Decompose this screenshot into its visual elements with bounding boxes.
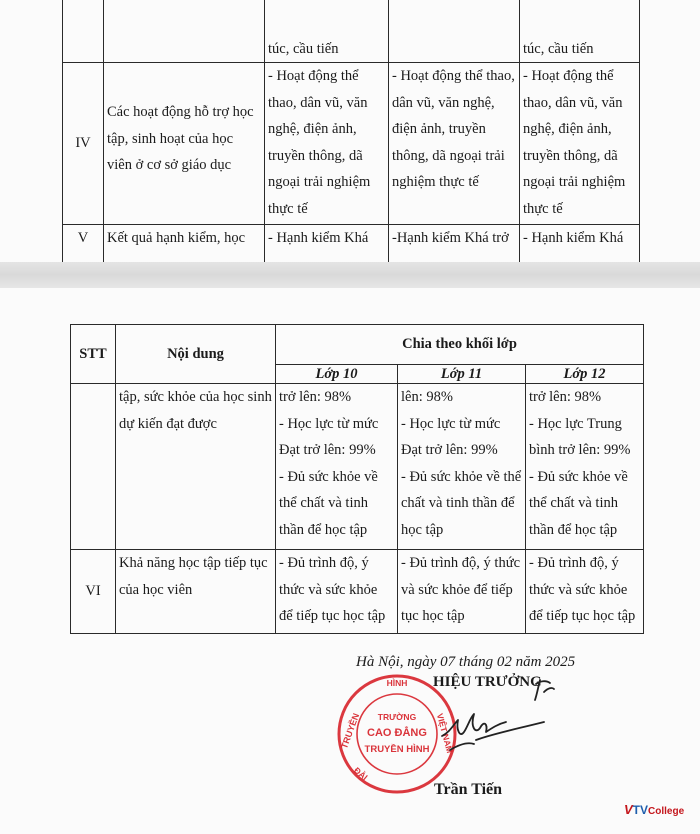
grade-cell: - Hạnh kiểm Khá: [520, 225, 640, 265]
grade-cell: lên: 98% - Học lực từ mức Đạt trở lên: 99% - Đủ sức khỏe về thể chất và tinh thần để học tập: [398, 384, 526, 550]
content-cell: [104, 0, 265, 63]
stamp-ring-left: TRUYỀN: [339, 711, 362, 751]
signature-title: HIỆU TRƯỞNG: [433, 674, 542, 690]
document-page-1: [0, 0, 700, 262]
vtv-college-logo: [624, 802, 684, 817]
stt-cell: V: [63, 225, 104, 265]
stt-cell: VI: [71, 550, 116, 634]
grade-cell: - Hoạt động thể thao, dân vũ, văn nghệ, điện ảnh, truyền thông, dã ngoại trải nghiệm thực tế: [520, 63, 640, 225]
stamp-text-middle: CAO ĐẲNG: [367, 727, 427, 739]
grade-cell: [520, 0, 640, 63]
stamp-ring-bottom: ĐÀI: [352, 765, 370, 783]
logo-v: V: [624, 802, 633, 817]
header-content: Nội dung: [116, 325, 276, 384]
logo-college: College: [648, 806, 685, 817]
table-row: [63, 63, 640, 225]
handwritten-signature: [440, 678, 570, 778]
stamp-ring-right: VIỆT NAM: [434, 712, 455, 755]
cell-text: túc, cầu tiến: [523, 40, 594, 57]
table-row: [71, 550, 644, 634]
logo-tv: TV: [632, 803, 649, 817]
page-separator: [0, 262, 700, 288]
grade-cell: - Đủ trình độ, ý thức và sức khỏe để tiếp tục học tập: [526, 550, 644, 634]
stamp-text-bottom: TRUYỀN HÌNH: [364, 744, 430, 755]
grade-cell: - Hoạt động thể thao, dân vũ, văn nghệ, điện ảnh, truyền thông, dã ngoại trải nghiệm thực tế: [389, 63, 520, 225]
grade-cell: trở lên: 98% - Học lực từ mức Đạt trở lên: 99% - Đủ sức khỏe về thể chất và tinh thần để học tập: [276, 384, 398, 550]
grade-cell: trở lên: 98% - Học lực Trung bình trở lên: 99% - Đủ sức khỏe về thể chất và tinh thần để học tập: [526, 384, 644, 550]
grade-cell: -Hạnh kiểm Khá trở: [389, 225, 520, 265]
table-row: [71, 384, 644, 550]
header-grade-11: Lớp 11: [398, 365, 526, 384]
plan-table-page2: [70, 324, 644, 634]
document-page-2: [0, 288, 700, 834]
grade-cell: [389, 0, 520, 63]
stt-cell: [71, 384, 116, 550]
content-cell: Các hoạt động hỗ trợ học tập, sinh hoạt của học viên ở cơ sở giáo dục: [104, 63, 265, 225]
cell-text: túc, cầu tiến: [268, 40, 339, 57]
grade-cell: - Đủ trình độ, ý thức và sức khỏe để tiếp tục học tập: [276, 550, 398, 634]
header-stt: STT: [71, 325, 116, 384]
header-grade-10: Lớp 10: [276, 365, 398, 384]
signer-name: Trần Tiến: [434, 781, 503, 798]
stamp-text-top: TRƯỜNG: [377, 712, 417, 722]
grade-cell: - Đủ trình độ, ý thức và sức khỏe để tiếp tục học tập: [398, 550, 526, 634]
grade-cell: [265, 0, 389, 63]
stt-cell: IV: [63, 63, 104, 225]
table-row: [63, 0, 640, 63]
grade-cell: - Hạnh kiểm Khá: [265, 225, 389, 265]
plan-table-page1: [62, 0, 640, 265]
signature-date-line: Hà Nội, ngày 07 tháng 02 năm 2025: [356, 654, 576, 670]
stt-cell: [63, 0, 104, 63]
header-group: Chia theo khối lớp: [276, 325, 644, 365]
grade-cell: - Hoạt động thể thao, dân vũ, văn nghệ, điện ảnh, truyền thông, dã ngoại trải nghiệm thực tế: [265, 63, 389, 225]
header-grade-12: Lớp 12: [526, 365, 644, 384]
content-cell: Kết quả hạnh kiểm, học: [104, 225, 265, 265]
table-row: [63, 225, 640, 265]
content-cell: tập, sức khỏe của học sinh dự kiến đạt được: [116, 384, 276, 550]
stamp-ring-top: HÌNH: [386, 678, 408, 688]
table-header-row: [71, 325, 644, 365]
content-cell: Khả năng học tập tiếp tục của học viên: [116, 550, 276, 634]
